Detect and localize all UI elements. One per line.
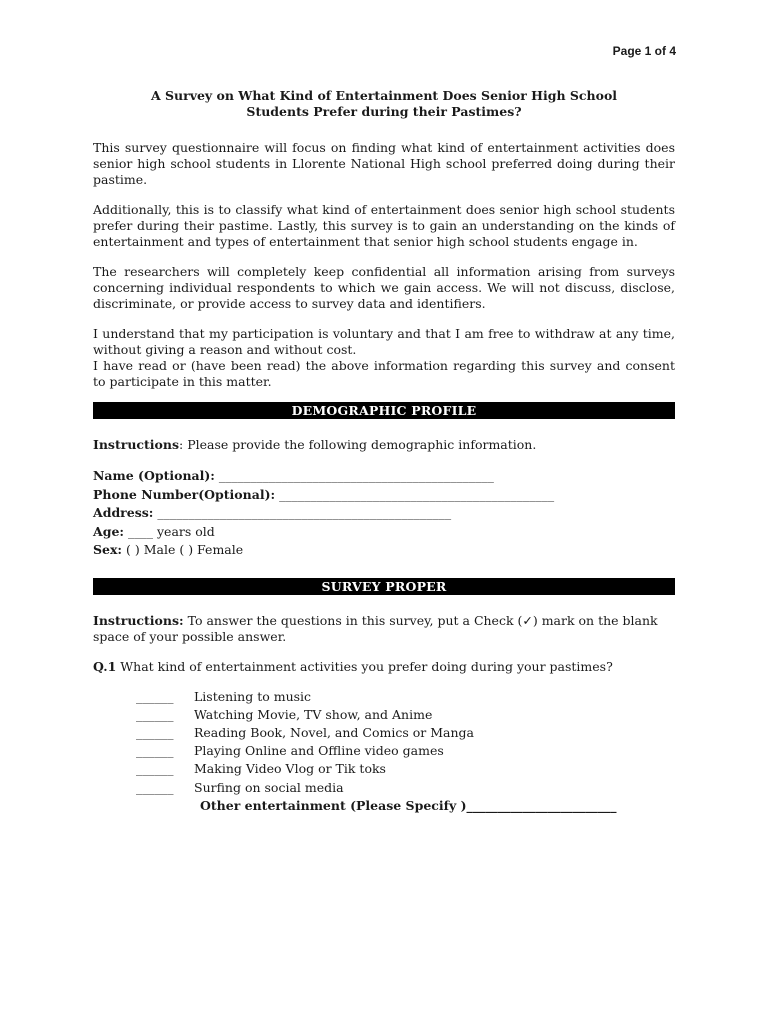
other-entertainment-field[interactable] xyxy=(200,797,675,815)
option-blank[interactable]: ______ xyxy=(136,688,174,704)
question-1-label: Q.1 xyxy=(93,658,117,674)
age-suffix: years old xyxy=(156,523,215,539)
question-1-options xyxy=(136,688,675,815)
age-field[interactable] xyxy=(93,523,675,542)
question-1-text: What kind of entertainment activities you prefer doing during your pastimes? xyxy=(116,658,613,674)
option-label: Playing Online and Offline video games xyxy=(194,743,444,759)
survey-proper-header: SURVEY PROPER xyxy=(93,578,675,595)
name-label: Name (Optional): xyxy=(93,468,215,483)
name-blank[interactable]: ____________________________________________ xyxy=(218,468,494,483)
address-blank[interactable]: _______________________________________________ xyxy=(157,505,452,520)
phone-label: Phone Number(Optional): xyxy=(93,486,276,502)
page-number: Page 1 of 4 xyxy=(612,44,676,58)
name-field[interactable] xyxy=(93,467,675,486)
option-row[interactable] xyxy=(136,760,675,778)
instructions-label: Instructions xyxy=(93,437,180,452)
address-label: Address: xyxy=(93,505,154,520)
phone-field[interactable] xyxy=(93,486,675,505)
age-blank[interactable]: ____ xyxy=(128,523,153,539)
intro-paragraph-1: This survey questionnaire will focus on finding what kind of entertainment activities does senior high school students in Llorente National High school preferred doing during their pastime. xyxy=(93,140,675,187)
survey-instructions-text: To answer the questions in this survey, put a Check (✓) mark on the blank space of your possible answer. xyxy=(93,612,658,644)
intro-paragraph-2: Additionally, this is to classify what kind of entertainment does senior high school students prefer during their pastime. Lastly, this survey is to gain an understanding on the kinds of entertainment and types of entertainment that senior high school students engage in. xyxy=(93,202,675,249)
intro-paragraph-4: I understand that my participation is voluntary and that I am free to withdraw at any time, without giving a reason and without cost. xyxy=(93,326,675,357)
document-body xyxy=(93,88,675,815)
sex-field[interactable] xyxy=(93,541,675,560)
title-line-1: A Survey on What Kind of Entertainment Does Senior High School xyxy=(150,88,618,103)
option-label: Surfing on social media xyxy=(194,779,344,795)
other-entertainment-blank[interactable]: ________________________ xyxy=(466,797,617,813)
option-blank[interactable]: ______ xyxy=(136,761,174,777)
sex-label: Sex: xyxy=(93,542,123,557)
instructions-text: : Please provide the following demographic information. xyxy=(179,437,537,452)
address-field[interactable] xyxy=(93,504,675,523)
other-entertainment-label: Other entertainment (Please Specify ) xyxy=(200,797,467,813)
phone-blank[interactable]: ____________________________________________ xyxy=(279,486,555,502)
option-row[interactable] xyxy=(136,706,675,724)
document-title xyxy=(93,88,675,120)
option-row[interactable] xyxy=(136,779,675,797)
option-row[interactable] xyxy=(136,742,675,760)
option-blank[interactable]: ______ xyxy=(136,706,174,722)
intro-paragraph-5: I have read or (have been read) the above information regarding this survey and consent to participate in this matter. xyxy=(93,358,675,389)
intro-paragraph-3: The researchers will completely keep confidential all information arising from surveys concerning individual respondents to which we gain access. We will not discuss, disclose, discriminate, or provide access to survey data and identifiers. xyxy=(93,264,675,311)
title-line-2: Students Prefer during their Pastimes? xyxy=(246,104,522,119)
survey-instructions-label: Instructions: xyxy=(93,612,184,628)
sex-options[interactable]: ( ) Male ( ) Female xyxy=(126,542,244,557)
demographic-instructions xyxy=(93,437,675,453)
option-row[interactable] xyxy=(136,724,675,742)
survey-instructions xyxy=(93,613,675,645)
option-label: Listening to music xyxy=(194,688,312,704)
option-row[interactable] xyxy=(136,688,675,706)
option-blank[interactable]: ______ xyxy=(136,743,174,759)
question-1 xyxy=(93,659,675,675)
option-blank[interactable]: ______ xyxy=(136,779,174,795)
demographic-profile-header: DEMOGRAPHIC PROFILE xyxy=(93,402,675,419)
age-label: Age: xyxy=(93,523,125,539)
option-label: Making Video Vlog or Tik toks xyxy=(194,761,386,777)
option-label: Watching Movie, TV show, and Anime xyxy=(194,706,433,722)
option-blank[interactable]: ______ xyxy=(136,724,174,740)
option-label: Reading Book, Novel, and Comics or Manga xyxy=(194,724,474,740)
